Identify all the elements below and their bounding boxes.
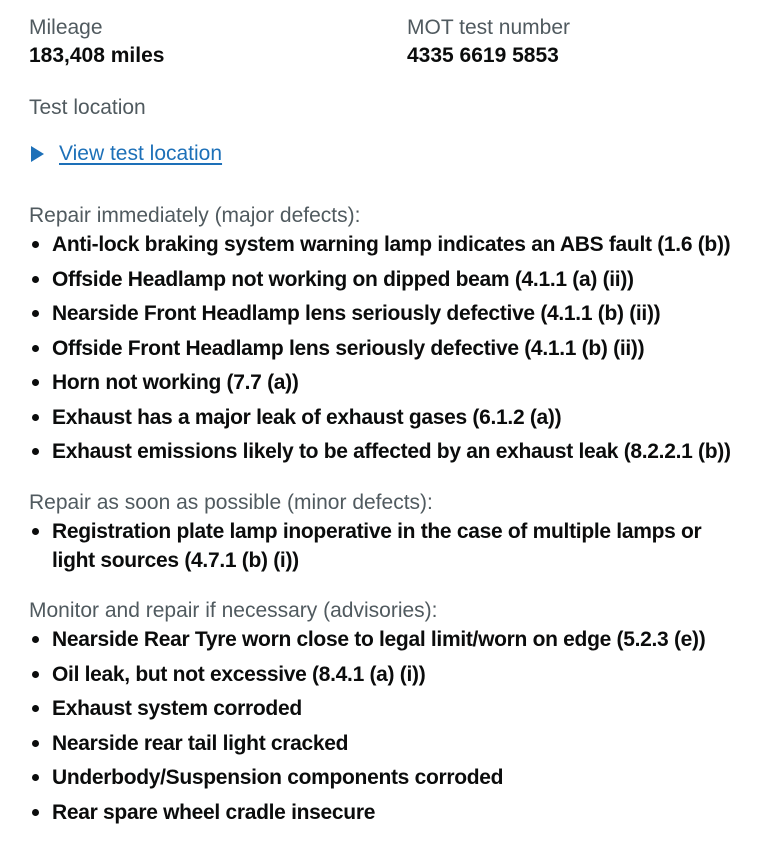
list-item (29, 368, 749, 397)
defect-text: Horn not working (7.7 (a)) (52, 371, 299, 394)
list-item (29, 265, 749, 294)
bullet-icon (32, 414, 39, 421)
advisories-heading: Monitor and repair if necessary (advisories): (29, 599, 438, 622)
bullet-icon (32, 528, 39, 535)
bullet-icon (32, 636, 39, 643)
list-item (29, 299, 749, 328)
advisories-section (29, 597, 749, 832)
advisory-text: Underbody/Suspension components corroded (52, 766, 504, 789)
advisory-text: Nearside rear tail light cracked (52, 731, 349, 755)
test-summary (29, 14, 749, 70)
view-test-location-link[interactable]: View test location (59, 142, 223, 165)
defect-text: Exhaust has a major leak of exhaust gases (6.1.2 (a)) (52, 405, 562, 429)
list-item (29, 694, 749, 723)
list-item (29, 625, 749, 654)
list-item (29, 230, 749, 259)
bullet-icon (32, 276, 39, 283)
list-item (29, 517, 749, 575)
view-test-location-toggle[interactable] (29, 140, 222, 168)
defect-text: Nearside Front Headlamp lens seriously defective (4.1.1 (b) (ii)) (52, 302, 661, 325)
list-item (29, 437, 749, 466)
mileage-label: Mileage (29, 16, 103, 39)
advisory-text: Exhaust system corroded (52, 697, 302, 720)
bullet-icon (32, 705, 39, 712)
bullet-icon (32, 310, 39, 317)
test-number-label: MOT test number (407, 16, 570, 39)
mileage-group (29, 14, 407, 70)
minor-defects-heading: Repair as soon as possible (minor defects): (29, 491, 433, 514)
advisory-text: Nearside Rear Tyre worn close to legal limit/worn on edge (5.2.3 (e)) (52, 628, 706, 651)
bullet-icon (32, 379, 39, 386)
defect-text: Exhaust emissions likely to be affected by an exhaust leak (8.2.2.1 (b)) (52, 440, 731, 463)
mileage-value: 183,408 miles (29, 44, 165, 67)
bullet-icon (32, 740, 39, 747)
bullet-icon (32, 345, 39, 352)
list-item (29, 798, 749, 827)
bullet-icon (32, 241, 39, 248)
bullet-icon (32, 774, 39, 781)
major-defects-section (29, 202, 749, 472)
minor-defects-list (29, 517, 749, 575)
test-location-label: Test location (29, 96, 146, 119)
bullet-icon (32, 671, 39, 678)
defect-text: Anti-lock braking system warning lamp indicates an ABS fault (1.6 (b)) (52, 233, 731, 256)
defect-text: Registration plate lamp inoperative in the case of multiple lamps or light sources (4.7.1 (b) (i)) (52, 520, 702, 572)
list-item (29, 763, 749, 792)
test-number-group (407, 14, 570, 70)
major-defects-list (29, 230, 749, 466)
advisory-text: Oil leak, but not excessive (8.4.1 (a) (i)) (52, 662, 426, 686)
bullet-icon (32, 448, 39, 455)
minor-defects-section (29, 489, 749, 581)
list-item (29, 660, 749, 689)
list-item (29, 334, 749, 363)
caret-right-icon (31, 146, 44, 162)
defect-text: Offside Headlamp not working on dipped beam (4.1.1 (a) (ii)) (52, 267, 634, 291)
defect-text: Offside Front Headlamp lens seriously defective (4.1.1 (b) (ii)) (52, 336, 645, 360)
advisory-text: Rear spare wheel cradle insecure (52, 800, 376, 824)
major-defects-heading: Repair immediately (major defects): (29, 204, 361, 227)
list-item (29, 729, 749, 758)
advisories-list (29, 625, 749, 827)
list-item (29, 403, 749, 432)
test-number-value: 4335 6619 5853 (407, 44, 559, 67)
bullet-icon (32, 809, 39, 816)
